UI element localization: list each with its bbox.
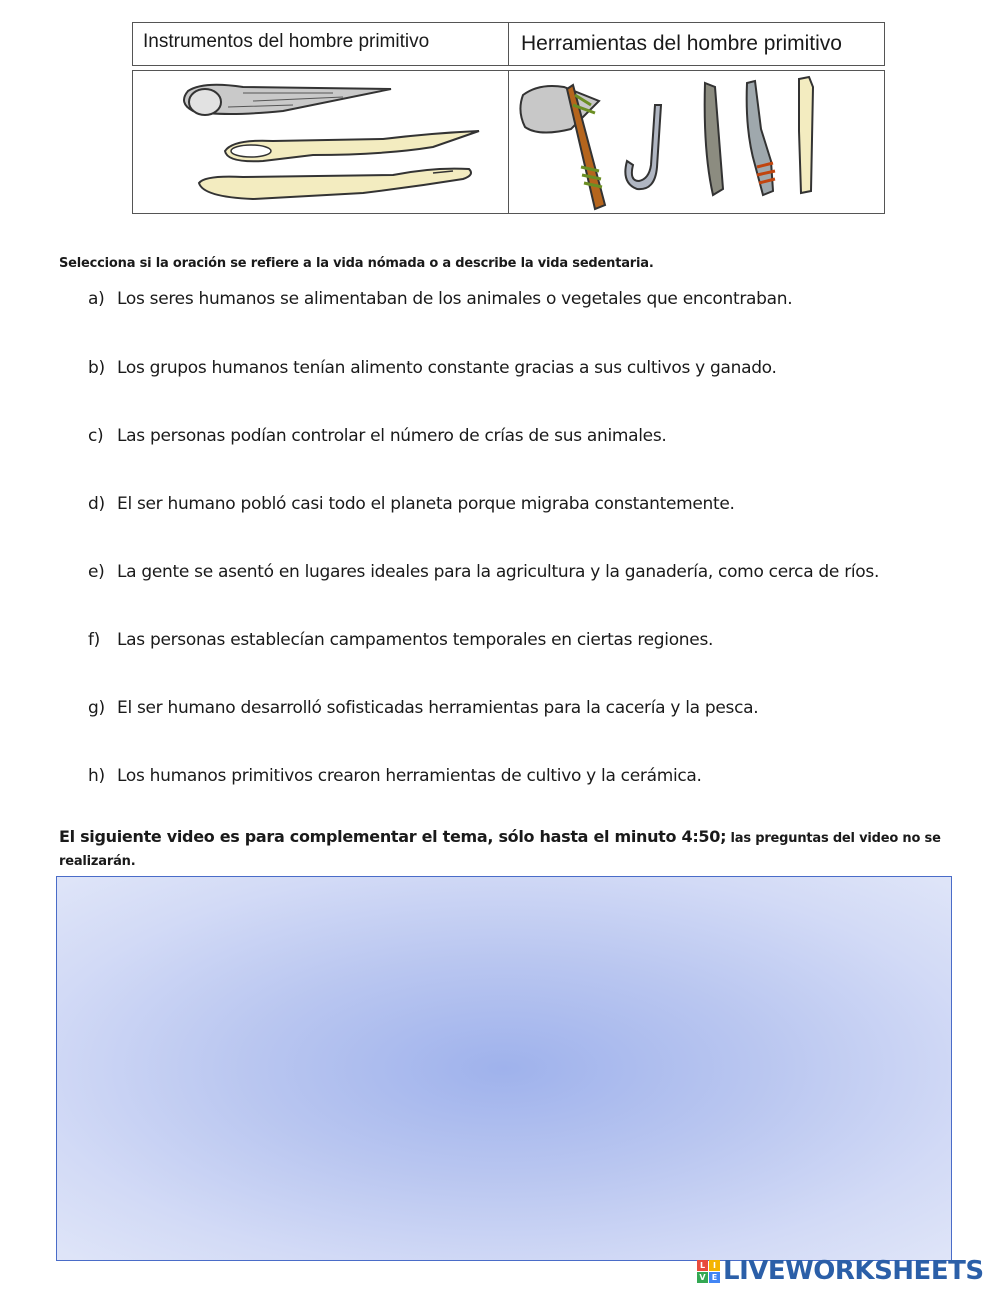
video-embed[interactable] bbox=[56, 876, 952, 1261]
tools-table bbox=[132, 22, 885, 214]
liveworksheets-logo bbox=[697, 1254, 984, 1288]
instruments-image-cell bbox=[133, 71, 509, 214]
question-item bbox=[88, 426, 667, 446]
question-text: Los seres humanos se alimentaban de los animales o vegetales que encontraban. bbox=[117, 289, 793, 309]
logo-text: LIVEWORKSHEETS bbox=[723, 1256, 984, 1286]
question-item bbox=[88, 494, 735, 514]
question-text: El ser humano pobló casi todo el planeta porque migraba constantemente. bbox=[117, 494, 735, 514]
question-item bbox=[88, 562, 879, 582]
question-letter: e) bbox=[88, 562, 105, 582]
instruction-text: Selecciona si la oración se refiere a la vida nómada o a describe la vida sedentaria. bbox=[59, 256, 654, 271]
question-letter: c) bbox=[88, 426, 104, 446]
question-item bbox=[88, 630, 713, 650]
question-letter: g) bbox=[88, 698, 105, 718]
logo-mark-letter: L bbox=[697, 1260, 708, 1271]
logo-mark-letter: E bbox=[709, 1272, 720, 1283]
stone-tools-illustration bbox=[509, 71, 886, 213]
video-note-main: El siguiente video es para complementar el tema, sólo hasta el minuto 4:50; bbox=[59, 827, 727, 846]
question-letter: f) bbox=[88, 630, 101, 650]
logo-mark-letter: V bbox=[697, 1272, 708, 1283]
question-letter: d) bbox=[88, 494, 105, 514]
video-note-small: las preguntas del video no se realizarán. bbox=[59, 831, 941, 869]
question-letter: h) bbox=[88, 766, 105, 786]
question-text: Los grupos humanos tenían alimento constante gracias a sus cultivos y ganado. bbox=[117, 358, 777, 378]
question-text: La gente se asentó en lugares ideales para la agricultura y la ganadería, como cerca de ríos. bbox=[117, 562, 880, 582]
question-item bbox=[88, 698, 758, 718]
header-instruments: Instrumentos del hombre primitivo bbox=[133, 23, 509, 66]
question-text: El ser humano desarrolló sofisticadas herramientas para la cacería y la pesca. bbox=[117, 698, 759, 718]
logo-mark-icon bbox=[697, 1260, 720, 1283]
question-letter: a) bbox=[88, 289, 105, 309]
question-letter: b) bbox=[88, 358, 105, 378]
logo-mark-letter: I bbox=[709, 1260, 720, 1271]
question-text: Los humanos primitivos crearon herramientas de cultivo y la cerámica. bbox=[117, 766, 702, 786]
header-tools: Herramientas del hombre primitivo bbox=[509, 23, 885, 66]
bone-instruments-illustration bbox=[133, 71, 507, 213]
question-item bbox=[88, 766, 702, 786]
question-item bbox=[88, 358, 777, 378]
tools-image-cell bbox=[509, 71, 885, 214]
question-item bbox=[88, 289, 792, 309]
question-text: Las personas establecían campamentos temporales en ciertas regiones. bbox=[117, 630, 714, 650]
video-note bbox=[59, 826, 959, 872]
question-text: Las personas podían controlar el número de crías de sus animales. bbox=[117, 426, 667, 446]
